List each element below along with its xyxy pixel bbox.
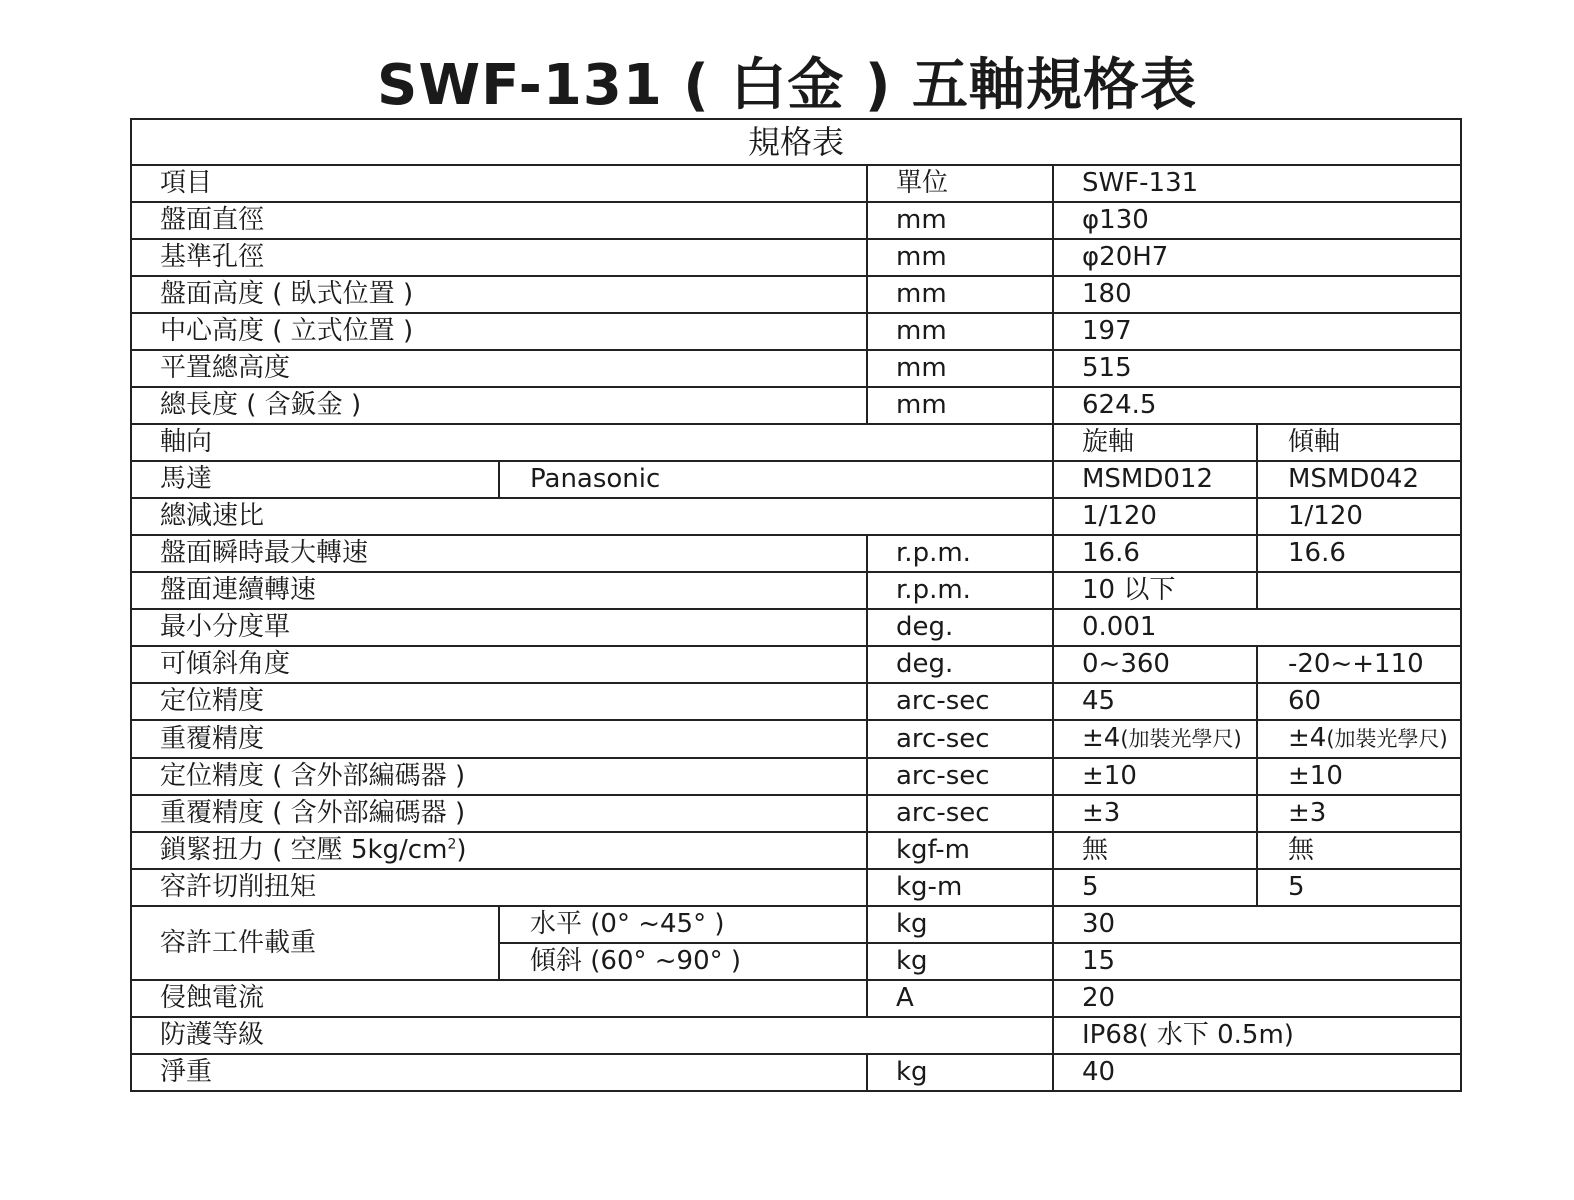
row-unit: A (867, 980, 1053, 1017)
row-value: 15 (1053, 943, 1461, 980)
load-horizontal-row (131, 906, 1461, 943)
table-row (131, 239, 1461, 276)
row-item: 定位精度 ( 含外部編碼器 ) (131, 758, 867, 795)
table-row (131, 387, 1461, 424)
row-item: 定位精度 (131, 683, 867, 720)
row-unit: mm (867, 313, 1053, 350)
tilt-axis-label: 傾軸 (1257, 424, 1461, 461)
row-unit: mm (867, 387, 1053, 424)
max-speed-row (131, 535, 1461, 572)
rotary-value: MSMD012 (1053, 461, 1257, 498)
tilt-value: ±3 (1257, 795, 1461, 832)
row-item (131, 832, 867, 869)
row-item: 侵蝕電流 (131, 980, 867, 1017)
row-item: 中心高度 ( 立式位置 ) (131, 313, 867, 350)
row-unit: mm (867, 202, 1053, 239)
rotary-value: ±10 (1053, 758, 1257, 795)
load-tilted-label: 傾斜 (60° ~90° ) (499, 943, 867, 980)
header-model: SWF-131 (1053, 165, 1461, 202)
tilt-value: 1/120 (1257, 498, 1461, 535)
continuous-speed-row (131, 572, 1461, 609)
tilt-value: ±10 (1257, 758, 1461, 795)
row-item: 盤面直徑 (131, 202, 867, 239)
cutting-torque-row (131, 869, 1461, 906)
row-unit: kg (867, 906, 1053, 943)
row-value: 0.001 (1053, 609, 1461, 646)
positioning-accuracy-external-row (131, 758, 1461, 795)
row-item-suffix: ) (456, 835, 467, 865)
row-unit: kg-m (867, 869, 1053, 906)
tilt-value-note: (加裝光學尺) (1326, 727, 1448, 751)
rotary-value-number: ±4 (1082, 723, 1121, 753)
row-unit: deg. (867, 646, 1053, 683)
row-unit: deg. (867, 609, 1053, 646)
row-item: 基準孔徑 (131, 239, 867, 276)
ratio-row (131, 498, 1461, 535)
row-unit: mm (867, 350, 1053, 387)
table-row (131, 350, 1461, 387)
tilt-value: MSMD042 (1257, 461, 1461, 498)
row-value: 515 (1053, 350, 1461, 387)
row-item-superscript: 2 (447, 836, 457, 853)
row-value: φ130 (1053, 202, 1461, 239)
rotary-value: 16.6 (1053, 535, 1257, 572)
axis-row (131, 424, 1461, 461)
rotary-value: 無 (1053, 832, 1257, 869)
row-unit: kg (867, 1054, 1053, 1091)
row-unit: arc-sec (867, 758, 1053, 795)
tilt-angle-row (131, 646, 1461, 683)
row-item: 最小分度單 (131, 609, 867, 646)
tilt-value (1257, 720, 1461, 758)
row-item-text: 鎖緊扭力 ( 空壓 5kg/cm (160, 835, 448, 865)
row-item: 盤面高度 ( 臥式位置 ) (131, 276, 867, 313)
row-value: 40 (1053, 1054, 1461, 1091)
row-unit: r.p.m. (867, 535, 1053, 572)
row-item: 可傾斜角度 (131, 646, 867, 683)
row-item: 軸向 (131, 424, 1053, 461)
row-item: 盤面連續轉速 (131, 572, 867, 609)
row-unit: arc-sec (867, 683, 1053, 720)
row-item: 防護等級 (131, 1017, 1053, 1054)
row-unit: arc-sec (867, 795, 1053, 832)
load-horizontal-label: 水平 (0° ~45° ) (499, 906, 867, 943)
table-caption: 規格表 (131, 119, 1461, 165)
tilt-value-number: ±4 (1288, 723, 1327, 753)
rotary-value: 0~360 (1053, 646, 1257, 683)
row-value: 180 (1053, 276, 1461, 313)
table-row (131, 313, 1461, 350)
repeat-accuracy-row (131, 720, 1461, 758)
rotary-value: 45 (1053, 683, 1257, 720)
rotary-value (1053, 720, 1257, 758)
row-unit: arc-sec (867, 720, 1053, 758)
row-item: 總減速比 (131, 498, 1053, 535)
row-item: 淨重 (131, 1054, 867, 1091)
rotary-value: 5 (1053, 869, 1257, 906)
row-unit: mm (867, 276, 1053, 313)
row-item: 容許切削扭矩 (131, 869, 867, 906)
tilt-value: 16.6 (1257, 535, 1461, 572)
erosion-current-row (131, 980, 1461, 1017)
row-value: 20 (1053, 980, 1461, 1017)
row-item: 馬達 (131, 461, 499, 498)
row-unit: mm (867, 239, 1053, 276)
table-row (131, 202, 1461, 239)
row-item: 重覆精度 (131, 720, 867, 758)
motor-brand: Panasonic (499, 461, 1053, 498)
row-item: 重覆精度 ( 含外部編碼器 ) (131, 795, 867, 832)
row-value: 624.5 (1053, 387, 1461, 424)
row-value: φ20H7 (1053, 239, 1461, 276)
table-caption-row (131, 119, 1461, 165)
row-item: 總長度 ( 含鈑金 ) (131, 387, 867, 424)
row-value: 197 (1053, 313, 1461, 350)
row-item: 平置總高度 (131, 350, 867, 387)
tilt-value (1257, 572, 1461, 609)
protection-row (131, 1017, 1461, 1054)
row-item: 盤面瞬時最大轉速 (131, 535, 867, 572)
rotary-value: 1/120 (1053, 498, 1257, 535)
repeat-accuracy-external-row (131, 795, 1461, 832)
min-index-row (131, 609, 1461, 646)
motor-row (131, 461, 1461, 498)
positioning-accuracy-row (131, 683, 1461, 720)
tilt-value: 60 (1257, 683, 1461, 720)
tilt-value: -20~+110 (1257, 646, 1461, 683)
spec-table (130, 118, 1462, 1092)
row-unit: kgf-m (867, 832, 1053, 869)
header-item: 項目 (131, 165, 867, 202)
row-value: 30 (1053, 906, 1461, 943)
row-value: IP68( 水下 0.5m) (1053, 1017, 1461, 1054)
table-header-row (131, 165, 1461, 202)
document-title: SWF-131 ( 白金 ) 五軸規格表 (377, 53, 1197, 118)
table-row (131, 276, 1461, 313)
tilt-value: 5 (1257, 869, 1461, 906)
rotary-axis-label: 旋軸 (1053, 424, 1257, 461)
rotary-value-note: (加裝光學尺) (1120, 727, 1242, 751)
row-unit: kg (867, 943, 1053, 980)
clamp-torque-row (131, 832, 1461, 869)
net-weight-row (131, 1054, 1461, 1091)
rotary-value: ±3 (1053, 795, 1257, 832)
rotary-value: 10 以下 (1053, 572, 1257, 609)
header-unit: 單位 (867, 165, 1053, 202)
load-group-item: 容許工件載重 (131, 906, 499, 980)
tilt-value: 無 (1257, 832, 1461, 869)
row-unit: r.p.m. (867, 572, 1053, 609)
